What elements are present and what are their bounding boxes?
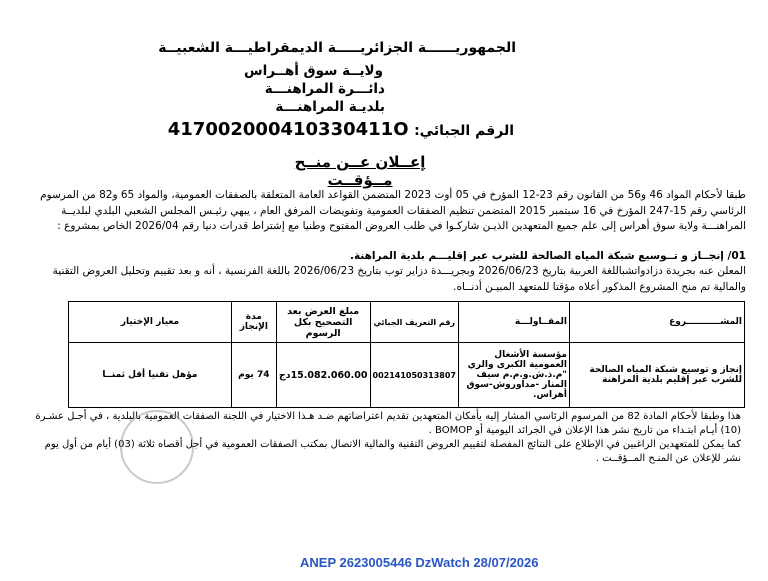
cell-tax-id: 002141050313807 xyxy=(370,343,459,408)
header-amount: مبلغ العرض بعد التصحيح بكل الرسوم xyxy=(276,302,370,343)
tax-id-value: 417002000410330411O xyxy=(167,119,409,140)
footer-reference: ANEP 2623005446 DzWatch 28/07/2026 xyxy=(300,555,539,570)
cell-project: إنجاز و توسيع شبكة المياه الصالحة للشرب عبر إقليم بلدية المراهنة xyxy=(570,343,745,408)
header-tax-id: رقم التعريف الجبائي xyxy=(370,302,459,343)
legal-basis-paragraph: طبقا لأحكام المواد 46 و56 من القانون رقم 23-12 المؤرخ في 05 أوت 2023 المتضمن القواعد العامة المتعلقة بالصفقات العمومية، والمواد 65 و82 من المرسوم الرئاسي رقم 15-247 المؤرخ في 16 سبتمبر 2015 المتضمن تنظيم الصفقات العمومية وتفويضات المرفق العام ، يبهي رئيـس المجلس الشعبي البلدي لبلديــة المراهنـــة ولاية سوق أهراس إلى علم جميع المتعهدين الذيـن شاركـوا في طلب العروض المفتوح وطنيا مع إشتراط قدرات دنيا رقم 2026/04 الخاص بمشروع : xyxy=(40,189,746,232)
official-stamp-icon xyxy=(120,410,194,484)
commune-header: بلديـة المراهنـــة xyxy=(275,99,385,115)
tax-id-label: الرقم الجبائي: xyxy=(414,123,514,139)
objection-paragraph: هذا وطبقا لأحكام المادة 82 من المرسوم الرئاسي المشار إليه يأمكان المتعهدين تقديم اعتراضاتهم ضـد هـذا الاختيار في اللجنة الصفقات العمومية بالبلدية ، في أجـل عشـرة (10) أيـام ابتـداء من تاريخ نشر هذا الإعلان في الجرائد اليومية أو BOMOP . xyxy=(35,411,741,436)
table-row xyxy=(69,343,745,408)
announcement-title: إعــلان عــن منــح مــؤقــت xyxy=(294,153,426,189)
daira-header: دائـــرة المراهنـــة xyxy=(264,81,385,97)
header-duration: مدة الإنجاز xyxy=(231,302,276,343)
header-criterion: معيار الإختيار xyxy=(69,302,232,343)
cell-duration: 74 يوم xyxy=(231,343,276,408)
consultation-paragraph: كما يمكن للمتعهدين الراغبين في الإطلاع على النتائج المفصلة لتقييم العروض التقنية والمالية الاتصال بمكتب الصفقات العمومية في أجل أقصاه ثلاثة (03) أيام من أول يوم نشر للإعلان عن المنـح المــؤقــت . xyxy=(44,439,741,464)
cell-company: مؤسسة الأشغال العمومية الكبرى والري "م.ذ.ش.و.م.م سيف المنار -مداوروش-سوق أهراس. xyxy=(459,343,570,408)
table-header-row xyxy=(69,302,745,343)
cell-amount: 15.082.060.00دج xyxy=(276,343,370,408)
tax-id-line xyxy=(167,119,514,143)
header-company: المقــاولـــة xyxy=(459,302,570,343)
republic-header: الجمهوريــــــة الجزائريـــــة الديمقراطيـــة الشعبيــة xyxy=(158,40,516,56)
award-table xyxy=(68,301,745,408)
cell-criterion: مؤهل تقنيا أقل ثمنــا xyxy=(69,343,232,408)
header-project: المشـــــــــــروع xyxy=(570,302,745,343)
publication-paragraph: المعلن عنه بجريدة دزادواتشباللغة العربية بتاريخ 2026/06/23 وبجريـــدة دزاير توب بتاريخ 2026/06/23 باللغة الفرنسية ، أنه و بعد تقييم وتحليل العروض التقنية والمالية تم منح المشروع المذكور أعلاه مؤقتا للمتعهد المبيـن أدنــاه. xyxy=(52,265,746,293)
wilaya-header: ولايــة سوق أهــراس xyxy=(243,63,383,79)
project-paragraph: 01/ إنجــاز و تــوسيع شبكة المياه الصالحة للشرب عبر إقليـــم بلدية المراهنة. xyxy=(349,250,746,262)
